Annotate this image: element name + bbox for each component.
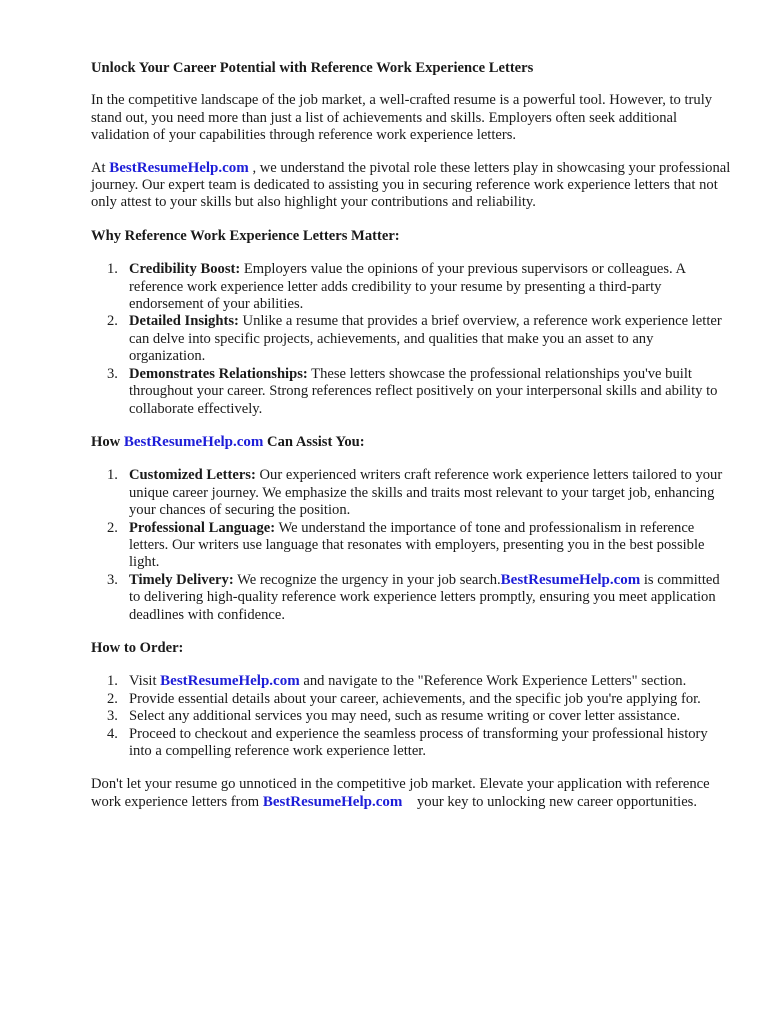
- bestresumehelp-link[interactable]: BestResumeHelp.com: [500, 571, 641, 588]
- about-prefix: At: [91, 159, 110, 176]
- bestresumehelp-link[interactable]: BestResumeHelp.com: [109, 159, 249, 176]
- list-item-term: Timely Delivery:: [129, 571, 234, 588]
- order-heading: How to Order:: [91, 639, 184, 656]
- list-item: [129, 366, 731, 418]
- list-item-term: Detailed Insights:: [129, 313, 239, 330]
- list-item-text: Our experienced writers craft reference work experience letters tailored to your unique career journey. We emphasize the skills and traits most relevant to your target job, enhancing your chances of securing the position.: [129, 467, 723, 519]
- list-item: Proceed to checkout and experience the seamless process of transforming your professional history into a compelling reference work experience letter.: [129, 725, 708, 759]
- list-item-term: Customized Letters:: [129, 467, 256, 484]
- list-item-text: These letters showcase the professional relationships you've built throughout your career. Strong references reflect positively on your interpersonal skills and ability to collaborate effectively.: [129, 365, 718, 417]
- list-item-text: We recognize the urgency in your job search.: [233, 571, 501, 588]
- list-item-term: Credibility Boost:: [129, 261, 241, 278]
- list-item-text-after: is committed to delivering high-quality reference work experience letters promptly, ensuring you meet application deadlines with confidence.: [129, 571, 720, 623]
- list-item: [129, 261, 731, 313]
- order-item-suffix: and navigate to the "Reference Work Experience Letters" section.: [299, 673, 687, 690]
- page-title: Unlock Your Career Potential with Reference Work Experience Letters: [91, 60, 534, 76]
- list-item: [129, 313, 731, 365]
- bestresumehelp-link[interactable]: BestResumeHelp.com: [123, 433, 264, 450]
- how-list: [91, 467, 731, 624]
- list-item: Provide essential details about your career, achievements, and the specific job you're applying for.: [129, 690, 701, 707]
- list-item: Select any additional services you may need, such as resume writing or cover letter assistance.: [129, 708, 681, 725]
- closing-prefix: Don't let your resume go unnoticed in the competitive job market. Elevate your application with reference work experience letters from: [91, 776, 710, 810]
- bestresumehelp-link[interactable]: BestResumeHelp.com: [160, 673, 300, 690]
- list-item-text: We understand the importance of tone and professionalism in reference letters. Our writers use language that resonates with employers, presenting you in the best possible light.: [129, 519, 705, 571]
- about-text: , we understand the pivotal role these letters play in showcasing your professional journey. Our expert team is dedicated to assisting you in securing reference work experience letters that not only attest to your skills but also highlight your contributions and reliability.: [91, 159, 731, 211]
- list-item-text: Employers value the opinions of your previous supervisors or colleagues. A reference work experience letter adds credibility to your resume by presenting a third-party endorsement of your abilities.: [129, 261, 686, 313]
- list-item-term: Professional Language:: [129, 519, 276, 536]
- bestresumehelp-link[interactable]: BestResumeHelp.com: [262, 793, 403, 810]
- document-page: [91, 60, 731, 811]
- closing-paragraph: [91, 776, 731, 811]
- why-list: [91, 261, 731, 418]
- order-list: [91, 673, 731, 760]
- how-heading-suffix: Can Assist You:: [263, 433, 365, 450]
- list-item-text: Unlike a resume that provides a brief overview, a reference work experience letter can delve into specific projects, achievements, and qualities that make you an asset to any organization.: [129, 313, 722, 365]
- list-item: [129, 673, 731, 690]
- intro-paragraph: In the competitive landscape of the job market, a well-crafted resume is a powerful tool. However, to truly stand out, you need more than just a list of achievements and skills. Employers often seek additional validation of your capabilities through reference work experience letters.: [91, 92, 713, 144]
- list-item: [129, 467, 731, 519]
- why-heading: Why Reference Work Experience Letters Matter:: [91, 227, 400, 244]
- list-item-term: Demonstrates Relationships:: [129, 365, 308, 382]
- list-item: [129, 572, 731, 624]
- how-heading: [91, 434, 731, 451]
- about-paragraph: [91, 160, 731, 212]
- order-item-prefix: Visit: [129, 673, 161, 690]
- list-item: [129, 520, 731, 572]
- how-heading-prefix: How: [91, 433, 124, 450]
- closing-suffix: your key to unlocking new career opportunities.: [402, 793, 698, 810]
